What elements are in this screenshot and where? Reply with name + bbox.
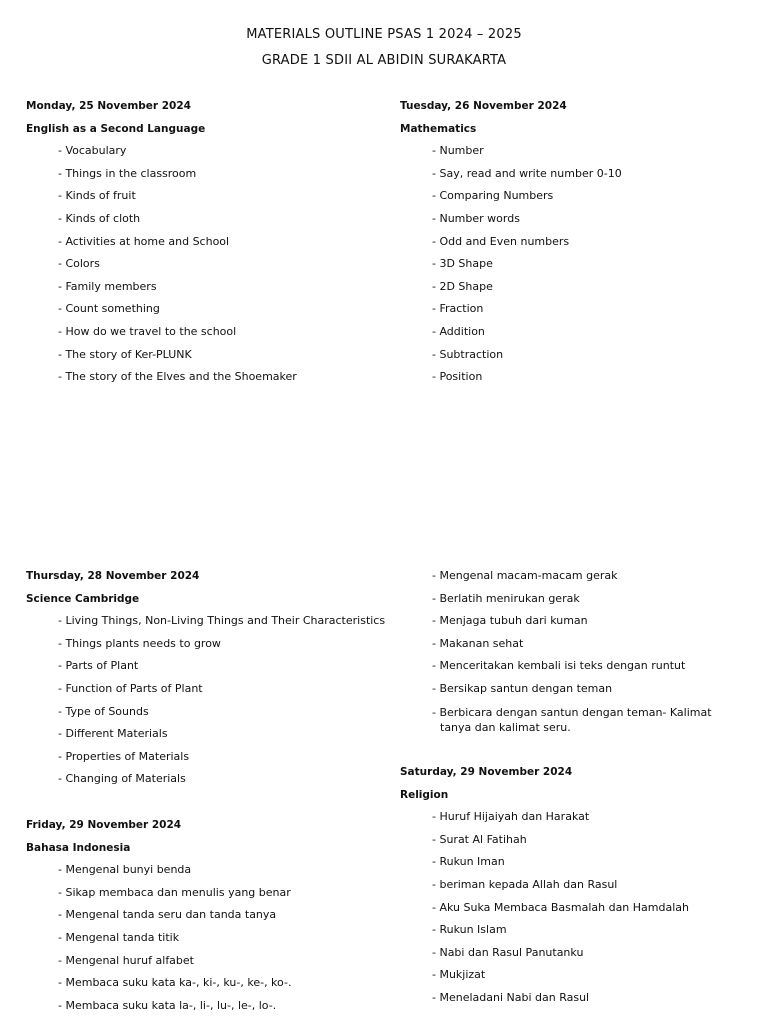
list-item: - Different Materials bbox=[58, 727, 168, 741]
list-item: - 3D Shape bbox=[432, 257, 493, 271]
list-item: - Addition bbox=[432, 324, 485, 338]
list-item: - Comparing Numbers bbox=[432, 189, 554, 203]
bahasa-topic-list bbox=[26, 859, 291, 1017]
list-item: - Vocabulary bbox=[58, 144, 127, 158]
list-item: - Changing of Materials bbox=[58, 772, 186, 786]
list-item: - How do we travel to the school bbox=[58, 324, 237, 338]
list-item: - Mengenal tanda titik bbox=[58, 930, 180, 944]
list-item: - Berlatih menirukan gerak bbox=[432, 591, 580, 605]
list-item: - Activities at home and School bbox=[58, 234, 230, 248]
list-item: - Mengenal macam-macam gerak bbox=[432, 569, 618, 582]
english-date: Monday, 25 November 2024 bbox=[26, 100, 191, 112]
list-item: - Membaca suku kata ka-, ki-, ku-, ke-, ko-. bbox=[58, 976, 292, 990]
list-item: - Menceritakan kembali isi teks dengan runtut bbox=[432, 659, 686, 673]
bahasa-section bbox=[26, 814, 291, 1017]
list-item: - Say, read and write number 0-10 bbox=[432, 166, 622, 180]
list-item: - Bersikap santun dengan teman bbox=[432, 681, 613, 695]
english-topic-list bbox=[26, 140, 297, 389]
list-item: - Function of Parts of Plant bbox=[58, 681, 203, 695]
science-subject: Science Cambridge bbox=[26, 592, 140, 605]
math-topic-list bbox=[400, 140, 622, 389]
list-item: - Number bbox=[432, 144, 484, 158]
list-item: - Huruf Hijaiyah dan Harakat bbox=[432, 810, 590, 824]
bahasa-continued-topic-list bbox=[400, 565, 745, 739]
list-item: - Position bbox=[432, 370, 483, 384]
list-item: - Properties of Materials bbox=[58, 749, 190, 763]
list-item: - The story of the Elves and the Shoemaker bbox=[58, 370, 297, 384]
religion-section bbox=[400, 761, 689, 1010]
list-item: - Number words bbox=[432, 211, 520, 225]
list-item: - Kinds of cloth bbox=[58, 211, 141, 225]
list-item: - The story of Ker-PLUNK bbox=[58, 347, 192, 361]
list-item: - Things in the classroom bbox=[58, 166, 197, 180]
list-item: - Berbicara dengan santun dengan teman- Kalimat tanya dan kalimat seru. bbox=[432, 705, 712, 734]
list-item: - Makanan sehat bbox=[432, 636, 524, 650]
religion-subject: Religion bbox=[400, 788, 449, 801]
math-subject: Mathematics bbox=[400, 122, 477, 135]
document-title: MATERIALS OUTLINE PSAS 1 2024 – 2025 bbox=[246, 27, 522, 42]
list-item: - Menjaga tubuh dari kuman bbox=[432, 614, 588, 628]
list-item: - Membaca suku kata la-, li-, lu-, le-, lo-. bbox=[58, 998, 277, 1012]
science-section bbox=[26, 565, 385, 791]
list-item: - Colors bbox=[58, 257, 100, 271]
math-date: Tuesday, 26 November 2024 bbox=[400, 100, 567, 112]
list-item: - Mengenal huruf alfabet bbox=[58, 953, 194, 967]
list-item: - Kinds of fruit bbox=[58, 189, 136, 203]
list-item: - beriman kepada Allah dan Rasul bbox=[432, 877, 618, 891]
document-subtitle: GRADE 1 SDII AL ABIDIN SURAKARTA bbox=[261, 53, 507, 68]
list-item: - Subtraction bbox=[432, 347, 504, 361]
english-section bbox=[26, 95, 297, 389]
list-item: - Nabi dan Rasul Panutanku bbox=[432, 945, 584, 959]
list-item: - Odd and Even numbers bbox=[432, 234, 570, 248]
bahasa-continued-section bbox=[400, 565, 745, 739]
religion-topic-list bbox=[400, 806, 689, 1009]
list-item: - Fraction bbox=[432, 302, 484, 316]
list-item: - Mukjizat bbox=[432, 968, 486, 982]
list-item: - Rukun Iman bbox=[432, 855, 505, 869]
list-item: - Living Things, Non-Living Things and Their Characteristics bbox=[58, 614, 386, 628]
list-item: - Type of Sounds bbox=[58, 704, 149, 718]
list-item: - Count something bbox=[58, 302, 160, 316]
list-item: - Meneladani Nabi dan Rasul bbox=[432, 990, 590, 1004]
list-item: - 2D Shape bbox=[432, 279, 493, 293]
list-item: - Rukun Islam bbox=[432, 923, 507, 937]
religion-date: Saturday, 29 November 2024 bbox=[400, 766, 573, 778]
bahasa-date: Friday, 29 November 2024 bbox=[26, 819, 182, 831]
science-topic-list bbox=[26, 610, 385, 791]
science-date: Thursday, 28 November 2024 bbox=[26, 570, 200, 582]
bahasa-subject: Bahasa Indonesia bbox=[26, 841, 131, 854]
list-item: - Aku Suka Membaca Basmalah dan Hamdalah bbox=[432, 900, 689, 914]
list-item: - Sikap membaca dan menulis yang benar bbox=[58, 885, 291, 899]
list-item: - Mengenal bunyi benda bbox=[58, 863, 192, 877]
list-item: - Things plants needs to grow bbox=[58, 636, 221, 650]
list-item: - Family members bbox=[58, 279, 157, 293]
english-subject: English as a Second Language bbox=[26, 122, 206, 135]
list-item: - Mengenal tanda seru dan tanda tanya bbox=[58, 908, 277, 922]
list-item: - Surat Al Fatihah bbox=[432, 832, 527, 846]
math-section bbox=[400, 95, 622, 389]
list-item: - Parts of Plant bbox=[58, 659, 139, 673]
